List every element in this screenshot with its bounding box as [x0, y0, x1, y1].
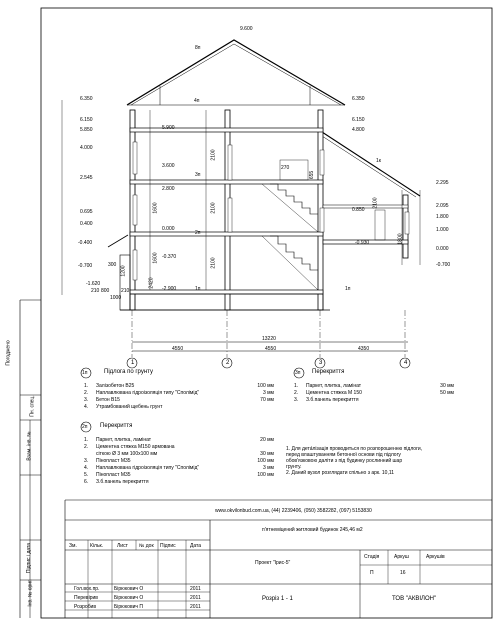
- drawing-title: Розріз 1 - 1: [262, 596, 293, 602]
- roof-outline: [127, 40, 345, 105]
- dim-v: 1600: [152, 202, 159, 214]
- elev-inner-7: 0.850: [352, 207, 365, 213]
- span-dim: 4350: [358, 346, 370, 352]
- legend-row-num: 2.: [294, 390, 299, 396]
- legend-row-num: 5.: [84, 472, 89, 478]
- note-line: обов'язковою даліти з під будинку рослинний шар: [286, 458, 403, 464]
- legend-row-text: Наплавлювана гідроізоляція типу "Сполімід": [96, 390, 200, 396]
- legend-row: [84, 390, 274, 397]
- slab-2: [130, 180, 323, 184]
- note-line: грунту.: [286, 464, 302, 470]
- room-label: 8п: [195, 45, 201, 51]
- total-dim: 13220: [262, 336, 276, 342]
- room-label: 4п: [194, 98, 200, 104]
- legend-row-num: 1.: [84, 437, 89, 443]
- legend-row: [84, 465, 274, 472]
- elev-right-8: -0.700: [436, 262, 451, 268]
- stair-lower: [270, 236, 318, 270]
- elev-inner-0: 5.900: [162, 125, 175, 131]
- legend-row-text: З.б.панель перекриття: [96, 479, 149, 485]
- col-header: Лист: [117, 543, 128, 549]
- elev-right-0: 6.350: [352, 96, 365, 102]
- legend-marker-1p: 1п: [82, 370, 88, 376]
- elev-right-5: 1.800: [436, 214, 449, 220]
- dim-v: 1600: [152, 252, 159, 264]
- legend-row-value: 100 мм: [257, 383, 274, 389]
- col-header: Зм.: [69, 543, 77, 549]
- side-label: Інв. № ориг.: [27, 579, 34, 607]
- small-dim: 210: [91, 288, 100, 294]
- note-line: 2. Даний вузол розглядати спільно з арк. 10,11: [286, 470, 395, 476]
- basement-slab: [130, 290, 323, 294]
- room-label: 1к: [376, 158, 381, 164]
- elev-right-7: 0.000: [436, 246, 449, 252]
- tb-name: Бірюкович О: [114, 586, 144, 592]
- legend-row-text: Пінопласт М35: [96, 458, 131, 464]
- sheets-label: Аркушів: [426, 554, 445, 560]
- elev-right-1: 6.150: [352, 117, 365, 123]
- sheet-value: 16: [400, 570, 406, 576]
- legend-marker-2p: 2п: [82, 424, 88, 430]
- legend-row-text: Паркет, плитка, ламінат: [96, 437, 152, 443]
- legend-row-num: 2.: [84, 390, 89, 396]
- dim-v: 655: [309, 170, 316, 180]
- legend-row-value: 20 мм: [260, 437, 274, 443]
- sheet-label: Аркуш: [394, 554, 409, 560]
- elev-right-2: 4.800: [352, 127, 365, 133]
- elev-inner-1: 3.600: [162, 163, 175, 169]
- legend-row-value: 100 мм: [257, 458, 274, 464]
- attic-slab: [130, 128, 323, 132]
- legend-row-value: 3 мм: [262, 390, 274, 396]
- elev-left-7: -0.400: [78, 240, 93, 246]
- axis-label: 3: [319, 360, 323, 366]
- lower-roof: [322, 132, 420, 196]
- elev-left-4: 2.545: [80, 175, 93, 181]
- legend-row-num: 1.: [294, 383, 299, 389]
- legend-row-value: 70 мм: [260, 397, 274, 403]
- small-dim: 300: [108, 262, 117, 268]
- legend-3p-list: [294, 383, 454, 404]
- span-dim: 4550: [172, 346, 184, 352]
- col-header: Кільк.: [90, 543, 104, 549]
- legend-row-text: Паркет, плитка, ламінат: [306, 383, 362, 389]
- legend-row-num: 3.: [294, 397, 299, 403]
- span-dim: 4550: [265, 346, 277, 352]
- legend-row: [84, 472, 274, 479]
- small-dim: 210: [121, 288, 130, 294]
- tb-name: Бірюкович О: [114, 595, 144, 601]
- side-label: Погоджено: [5, 340, 12, 366]
- axis-label: 4: [404, 360, 408, 366]
- legend-row: [84, 437, 274, 444]
- legend-1p-title: Підлога по грунту: [104, 369, 153, 375]
- contacts: www.okvilonbud.com.ua, (44) 2239406, (050) 3582282, (097) 5153830: [215, 508, 372, 514]
- elev-left-5: 0.695: [80, 209, 93, 215]
- room-label: 1п: [345, 286, 351, 292]
- elev-right-3: 2.295: [436, 180, 449, 186]
- legend-row-value: 30 мм: [440, 383, 454, 389]
- legend-row: [84, 397, 274, 404]
- project-name: п'ятнеміцений житловий будинок 245,46 м2: [262, 527, 363, 533]
- stage-label: Стадія: [364, 554, 380, 560]
- small-dim: 1200: [120, 265, 127, 277]
- tb-date: 2011: [190, 586, 201, 592]
- dim-v: 2100: [210, 149, 217, 161]
- legend-row: [84, 479, 274, 486]
- small-dim: 800: [101, 288, 110, 294]
- elev-right-4: 2.095: [436, 203, 449, 209]
- tb-role: Розробив: [74, 604, 97, 610]
- tb-role: Гол.вох.пр.: [74, 586, 100, 592]
- small-dim: 1000: [110, 295, 122, 301]
- tb-name: Бірюкович П: [114, 604, 143, 610]
- legend-row-num: 6.: [84, 479, 89, 485]
- legend-2p-list: [84, 437, 274, 486]
- slab-1: [130, 232, 323, 236]
- legend-3p-title: Перекриття: [312, 369, 345, 375]
- stage-value: П: [370, 570, 374, 576]
- legend-row-value: 30 мм: [260, 451, 274, 457]
- notes: [286, 446, 476, 476]
- legend-row-num: 4.: [84, 404, 89, 410]
- room-label: 3п: [195, 172, 201, 178]
- room-label: 1п: [195, 286, 201, 292]
- elev-inner-4: -0.370: [162, 254, 177, 260]
- legend-row-num: 3.: [84, 397, 89, 403]
- col-header: Дата: [190, 543, 202, 549]
- legend-row-num: 2.: [84, 444, 89, 450]
- dim-v: 2100: [372, 197, 379, 209]
- legend-row: [84, 404, 274, 411]
- tb-role: Перевірив: [74, 595, 98, 601]
- ridge-elevation: 9.600: [240, 26, 253, 32]
- legend-row-text: Цементна стяжка М150 армована: [96, 444, 175, 450]
- side-label: Пн. спец.: [29, 395, 36, 417]
- dim-v: 2100: [210, 257, 217, 269]
- legend-row: [84, 458, 274, 465]
- legend-2p-title: Перекриття: [100, 423, 133, 429]
- dim-v: 1800: [397, 233, 404, 245]
- legend-marker-3p: 3п: [295, 370, 301, 376]
- legend-row: [84, 444, 274, 451]
- tb-date: 2011: [190, 595, 201, 601]
- elev-left-2: 5.850: [80, 127, 93, 133]
- legend-row: [84, 451, 274, 458]
- elev-inner-6: -0.930: [355, 240, 370, 246]
- company: ТОВ "АКВІЛОН": [392, 596, 437, 602]
- elev-left-1: 6.150: [80, 117, 93, 123]
- side-label: Взам. інв. №: [26, 431, 33, 461]
- legend-1p-list: [84, 383, 274, 411]
- note-line: перед влаштуванням бетонної основи під підлогу: [286, 452, 401, 458]
- legend-row-value: 3 мм: [262, 465, 274, 471]
- legend-row-text: Наплавлювана гідроізоляція типу "Сполімід": [96, 465, 200, 471]
- legend-row-text: Пінопласт М35: [96, 472, 131, 478]
- legend-row-text: Залізобетон В25: [96, 383, 135, 389]
- dim-v: 2100: [210, 202, 217, 214]
- legend-row-text: З.б.панель перекриття: [306, 397, 359, 403]
- legend-row-value: 50 мм: [440, 390, 454, 396]
- legend-row-num: 4.: [84, 465, 89, 471]
- legend-row-text: Бетон В15: [96, 397, 120, 403]
- elev-left-9: -1.620: [86, 281, 101, 287]
- room-label: 2п: [195, 230, 201, 236]
- legend-row-text: сіткою Ø 3 мм 100х100 мм: [96, 451, 158, 457]
- legend-row: [294, 390, 454, 397]
- legend-row-value: 100 мм: [257, 472, 274, 478]
- elev-inner-2: 2.800: [162, 186, 175, 192]
- tb-date: 2011: [190, 604, 201, 610]
- side-label: Підпис і дата: [26, 542, 33, 574]
- note-line: 1. Для дета́лізація проводиться по розпорошенню підлоги,: [286, 446, 423, 452]
- legend-row-num: 1.: [84, 383, 89, 389]
- axis-label: 2: [226, 360, 230, 366]
- legend-row: [294, 397, 454, 404]
- legend-row: [84, 383, 274, 390]
- elev-left-6: 0.400: [80, 221, 93, 227]
- dim-v: 2420: [148, 277, 155, 289]
- elev-right-6: 1.000: [436, 227, 449, 233]
- project-code: Проект "Ірис-5": [255, 560, 291, 566]
- elev-inner-5: -2.900: [162, 286, 177, 292]
- legend-row-num: 3.: [84, 458, 89, 464]
- elev-left-0: 6.350: [80, 96, 93, 102]
- elev-left-8: -0.700: [78, 263, 93, 269]
- dim-v: 270: [281, 165, 290, 171]
- legend-row-text: Цементна стяжка М 150: [306, 390, 362, 396]
- stair-upper: [270, 184, 318, 214]
- elev-inner-3: 0.000: [162, 226, 175, 232]
- col-header: Підпис: [160, 543, 176, 549]
- legend-row: [294, 383, 454, 390]
- col-header: № док: [139, 543, 154, 549]
- elev-left-3: 4.000: [80, 145, 93, 151]
- legend-row-text: Утрамбований щебень грунт: [96, 404, 163, 410]
- axis-label: 1: [131, 360, 135, 366]
